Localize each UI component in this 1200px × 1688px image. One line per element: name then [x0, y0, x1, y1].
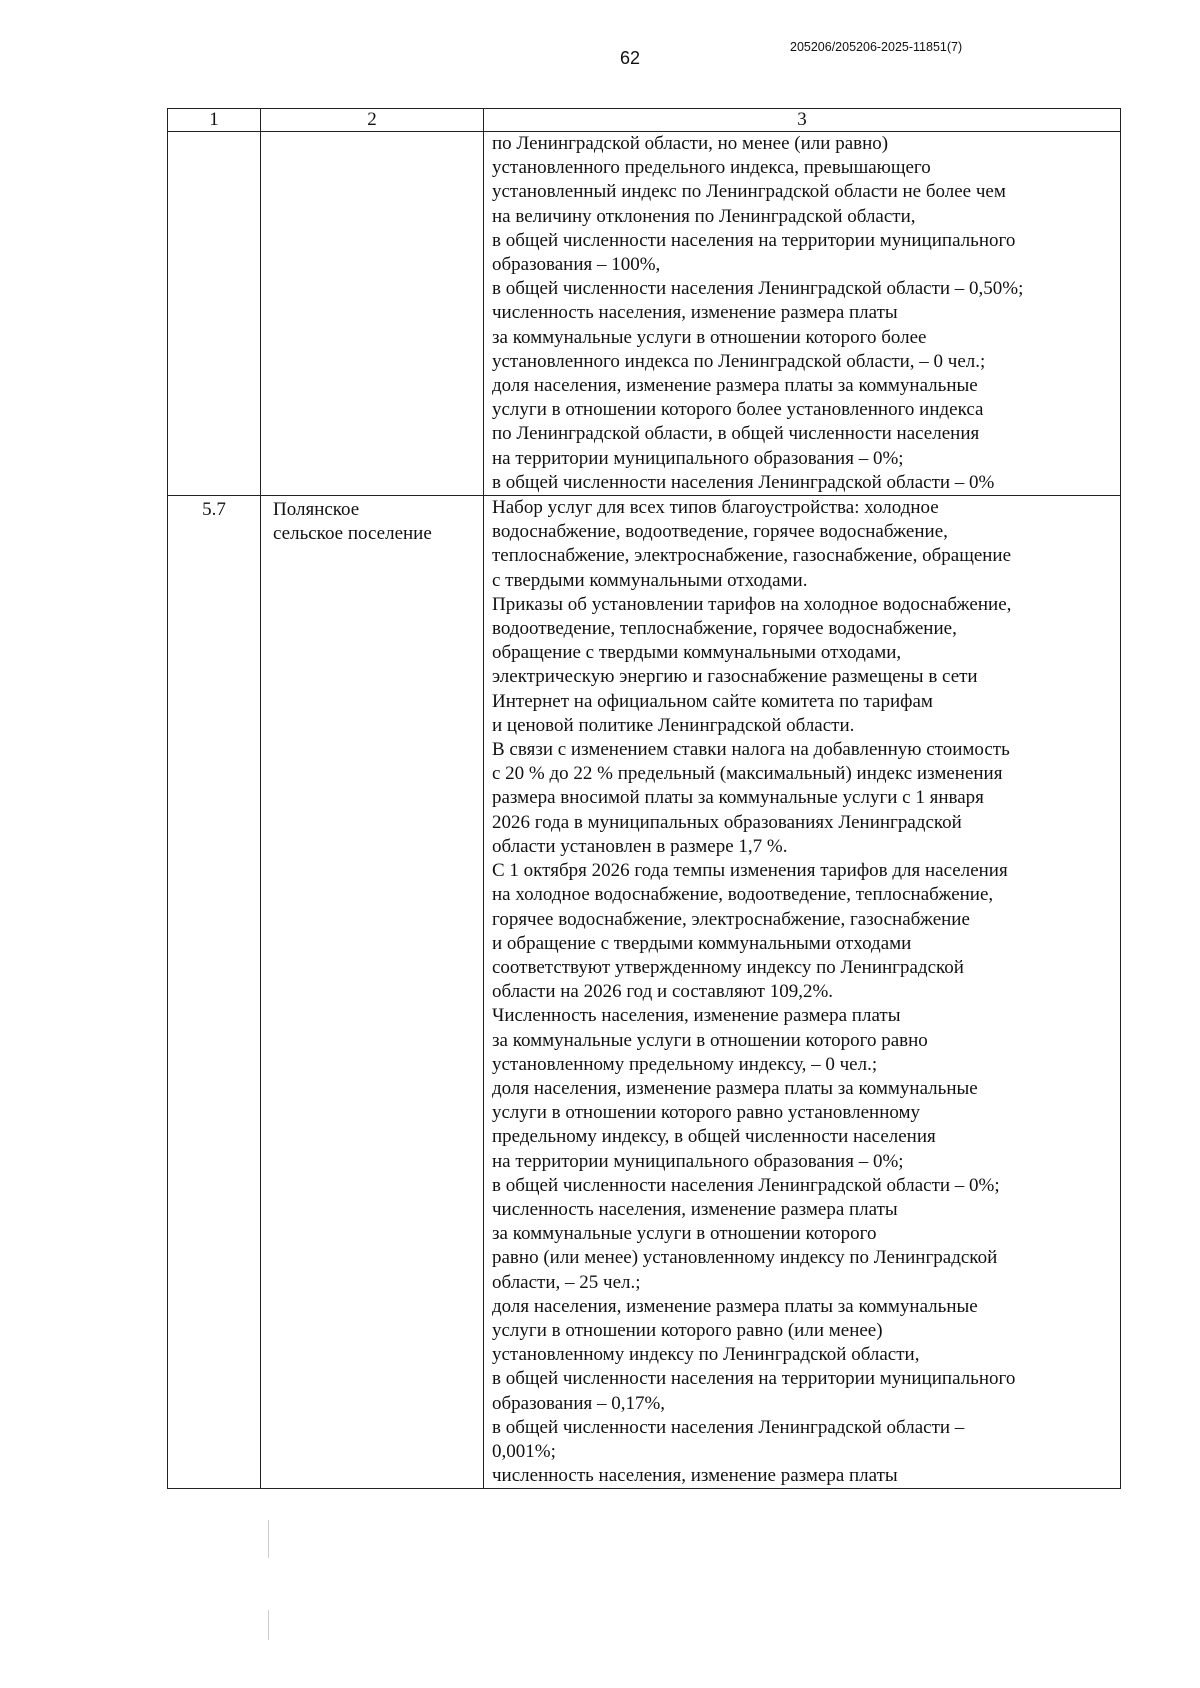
text-line: Интернет на официальном сайте комитета по тарифам [492, 690, 933, 712]
scan-artifact [268, 1610, 269, 1640]
text-line: установленному предельному индексу, – 0 чел.; [492, 1053, 878, 1075]
text-line: с 20 % до 22 % предельный (максимальный) индекс изменения [492, 763, 1003, 785]
scan-artifact [268, 1520, 269, 1558]
text-line: на территории муниципального образования – 0%; [492, 1150, 904, 1172]
text-line: образования – 100%, [492, 254, 661, 276]
text-line: в общей численности населения Ленинградской области – 0%; [492, 1174, 1000, 1196]
text-line: водоотведение, теплоснабжение, горячее водоснабжение, [492, 618, 957, 640]
text-line: на холодное водоснабжение, водоотведение, теплоснабжение, [492, 884, 994, 906]
text-line: Набор услуг для всех типов благоустройства: холодное [492, 497, 939, 519]
text-line: С 1 октября 2026 года темпы изменения тарифов для населения [492, 860, 1008, 882]
text-line: за коммунальные услуги в отношении которого более [492, 326, 927, 348]
text-line: Приказы об установлении тарифов на холодное водоснабжение, [492, 593, 1012, 615]
table-row [168, 132, 1121, 496]
text-line: установленному индексу по Ленинградской области, [492, 1344, 920, 1366]
text-line: соответствуют утвержденному индексу по Ленинградской [492, 956, 964, 978]
text-line: предельному индексу, в общей численности населения [492, 1126, 936, 1148]
text-line: на величину отклонения по Ленинградской области, [492, 205, 916, 227]
text-line: в общей численности населения Ленинградской области – 0% [492, 471, 995, 493]
row-number-cell: 5.7 [168, 496, 261, 1489]
text-line: и обращение с твердыми коммунальными отходами [492, 932, 912, 954]
text-line: обращение с твердыми коммунальными отходами, [492, 642, 902, 664]
column-header-1: 1 [168, 109, 261, 132]
text-line: и ценовой политике Ленинградской области. [492, 714, 855, 736]
text-line: на территории муниципального образования – 0%; [492, 447, 904, 469]
text-line: услуги в отношении которого более установленного индекса [492, 399, 984, 421]
text-line: численность населения, изменение размера платы [492, 302, 898, 324]
text-line: установленного индекса по Ленинградской области, – 0 чел.; [492, 350, 986, 372]
text-line: доля населения, изменение размера платы за коммунальные [492, 375, 978, 397]
text-line: теплоснабжение, электроснабжение, газоснабжение, обращение [492, 545, 1012, 567]
row-number-cell [168, 132, 261, 496]
text-line: области, – 25 чел.; [492, 1271, 641, 1293]
table-row [168, 496, 1121, 1489]
text-line: численность населения, изменение размера платы [492, 1465, 898, 1487]
text-line: образования – 0,17%, [492, 1392, 666, 1414]
text-line: по Ленинградской области, но менее (или равно) [492, 133, 889, 154]
text-line: за коммунальные услуги в отношении которого [492, 1223, 877, 1245]
municipality-name-cell [261, 496, 484, 1489]
text-line: В связи с изменением ставки налога на добавленную стоимость [492, 739, 1010, 761]
text-line: электрическую энергию и газоснабжение размещены в сети [492, 666, 978, 688]
text-line: услуги в отношении которого равно (или менее) [492, 1319, 883, 1341]
text-line: 2026 года в муниципальных образованиях Ленинградской [492, 811, 962, 833]
document-id: 205206/205206-2025-11851(7) [790, 40, 963, 54]
text-line: Полянское [273, 499, 360, 521]
text-line: доля населения, изменение размера платы за коммунальные [492, 1077, 978, 1099]
text-line: установленного предельного индекса, превышающего [492, 157, 931, 179]
text-line: численность населения, изменение размера платы [492, 1198, 898, 1220]
text-line: с твердыми коммунальными отходами. [492, 569, 808, 591]
text-line: за коммунальные услуги в отношении которого равно [492, 1029, 928, 1051]
column-header-2: 2 [261, 109, 484, 132]
text-line: доля населения, изменение размера платы за коммунальные [492, 1295, 978, 1317]
text-line: Численность населения, изменение размера платы [492, 1005, 901, 1027]
text-line: размера вносимой платы за коммунальные услуги с 1 января [492, 787, 984, 809]
text-line: услуги в отношении которого равно установленному [492, 1102, 921, 1124]
text-line: 0,001%; [492, 1440, 556, 1462]
page-number: 62 [619, 48, 641, 68]
text-line: области установлен в размере 1,7 %. [492, 835, 788, 857]
description-cell [484, 132, 1121, 496]
text-line: в общей численности населения на территории муниципального [492, 1368, 1016, 1390]
data-table [167, 108, 1121, 1489]
text-line: горячее водоснабжение, электроснабжение, газоснабжение [492, 908, 970, 930]
text-line: водоснабжение, водоотведение, горячее водоснабжение, [492, 521, 948, 543]
description-cell [484, 496, 1121, 1489]
text-line: по Ленинградской области, в общей численности населения [492, 423, 980, 445]
text-line: равно (или менее) установленному индексу по Ленинградской [492, 1247, 998, 1269]
text-line: области на 2026 год и составляют 109,2%. [492, 981, 834, 1003]
table-header-row [168, 109, 1121, 132]
text-line: в общей численности населения Ленинградской области – 0,50%; [492, 278, 1024, 300]
text-line: установленный индекс по Ленинградской области не более чем [492, 181, 1006, 203]
text-line: в общей численности населения на территории муниципального [492, 229, 1016, 251]
municipality-name-cell [261, 132, 484, 496]
column-header-3: 3 [484, 109, 1121, 132]
text-line: сельское поселение [273, 523, 432, 545]
text-line: в общей численности населения Ленинградской области – [492, 1416, 965, 1438]
